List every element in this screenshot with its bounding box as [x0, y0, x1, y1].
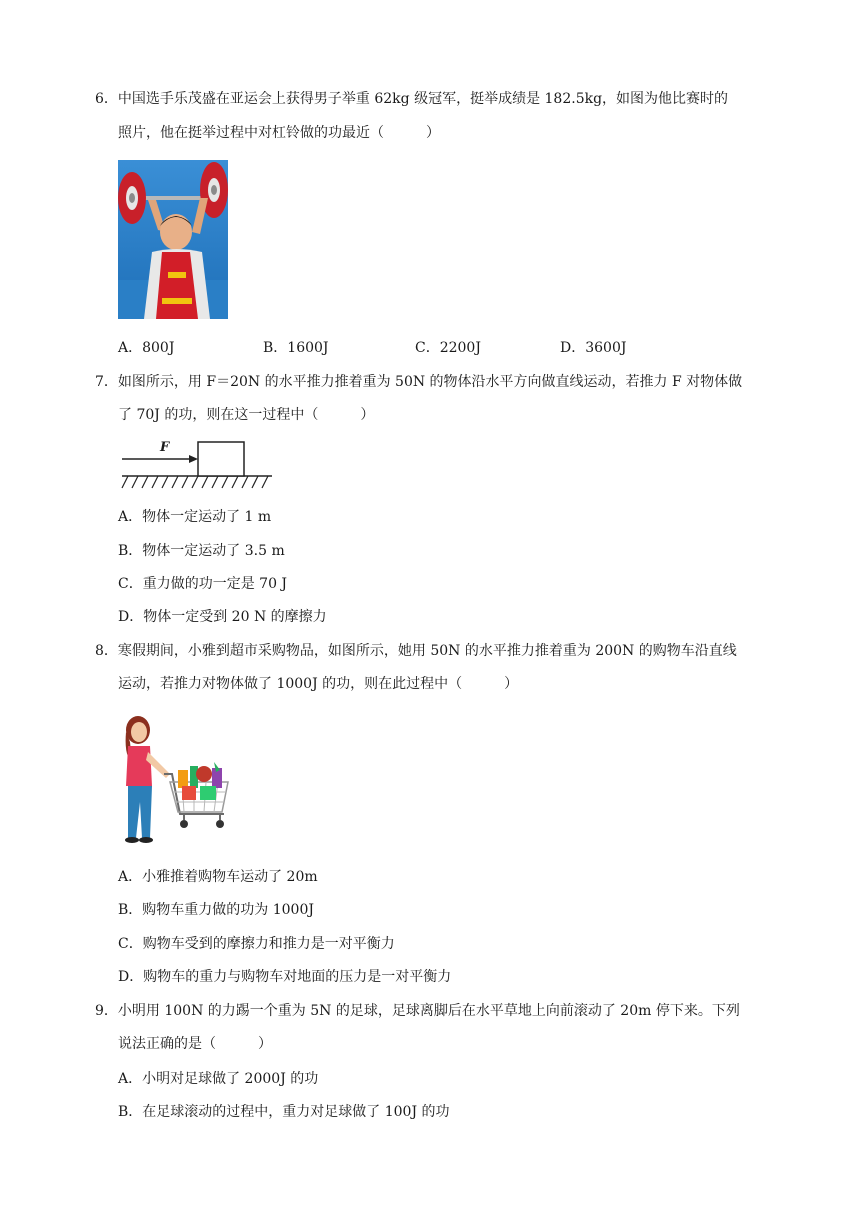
force-block-diagram: [118, 436, 278, 496]
question-7-option-d[interactable]: D．物体一定受到 20 N 的摩擦力: [118, 609, 327, 625]
question-7-option-b[interactable]: B．物体一定运动了 3.5 m: [118, 543, 285, 559]
question-6-option-a[interactable]: A．800J: [118, 340, 175, 356]
question-9-line-2: 说法正确的是（ ）: [118, 1036, 272, 1052]
question-6-option-b[interactable]: B．1600J: [263, 340, 329, 356]
question-7-option-a[interactable]: A．物体一定运动了 1 m: [118, 509, 272, 525]
weightlifter-photo: [118, 160, 228, 319]
question-9-option-a[interactable]: A．小明对足球做了 2000J 的功: [118, 1071, 319, 1087]
question-8-option-c[interactable]: C．购物车受到的摩擦力和推力是一对平衡力: [118, 936, 395, 952]
question-9-option-b[interactable]: B．在足球滚动的过程中，重力对足球做了 100J 的功: [118, 1104, 450, 1120]
question-8-option-b[interactable]: B．购物车重力做的功为 1000J: [118, 902, 314, 918]
question-7-line-1: 7．如图所示，用 F＝20N 的水平推力推着重为 50N 的物体沿水平方向做直线运动，若推力 F 对物体做: [95, 374, 743, 390]
question-7-line-2: 了 70J 的功，则在这一过程中（ ）: [118, 407, 375, 423]
question-6-option-d[interactable]: D．3600J: [560, 340, 627, 356]
question-6-line-2: 照片，他在挺举过程中对杠铃做的功最近（ ）: [118, 125, 440, 141]
question-6-option-c[interactable]: C．2200J: [415, 340, 481, 356]
question-8-option-d[interactable]: D．购物车的重力与购物车对地面的压力是一对平衡力: [118, 969, 452, 985]
question-6-line-1: 6．中国选手乐茂盛在亚运会上获得男子举重 62kg 级冠军，挺举成绩是 182.5kg，如图为他比赛时的: [95, 91, 729, 107]
force-label: F: [160, 440, 170, 455]
question-8-option-a[interactable]: A．小雅推着购物车运动了 20m: [118, 869, 318, 885]
question-9-line-1: 9．小明用 100N 的力踢一个重为 5N 的足球，足球离脚后在水平草地上向前滚动了 20m 停下来。下列: [95, 1003, 740, 1019]
shopping-cart-illustration: [118, 712, 234, 848]
question-8-line-1: 8．寒假期间，小雅到超市采购物品，如图所示，她用 50N 的水平推力推着重为 200N 的购物车沿直线: [95, 643, 737, 659]
question-6-options: [118, 338, 678, 358]
question-8-line-2: 运动，若推力对物体做了 1000J 的功，则在此过程中（ ）: [118, 676, 519, 692]
question-7-option-c[interactable]: C．重力做的功一定是 70 J: [118, 576, 288, 592]
